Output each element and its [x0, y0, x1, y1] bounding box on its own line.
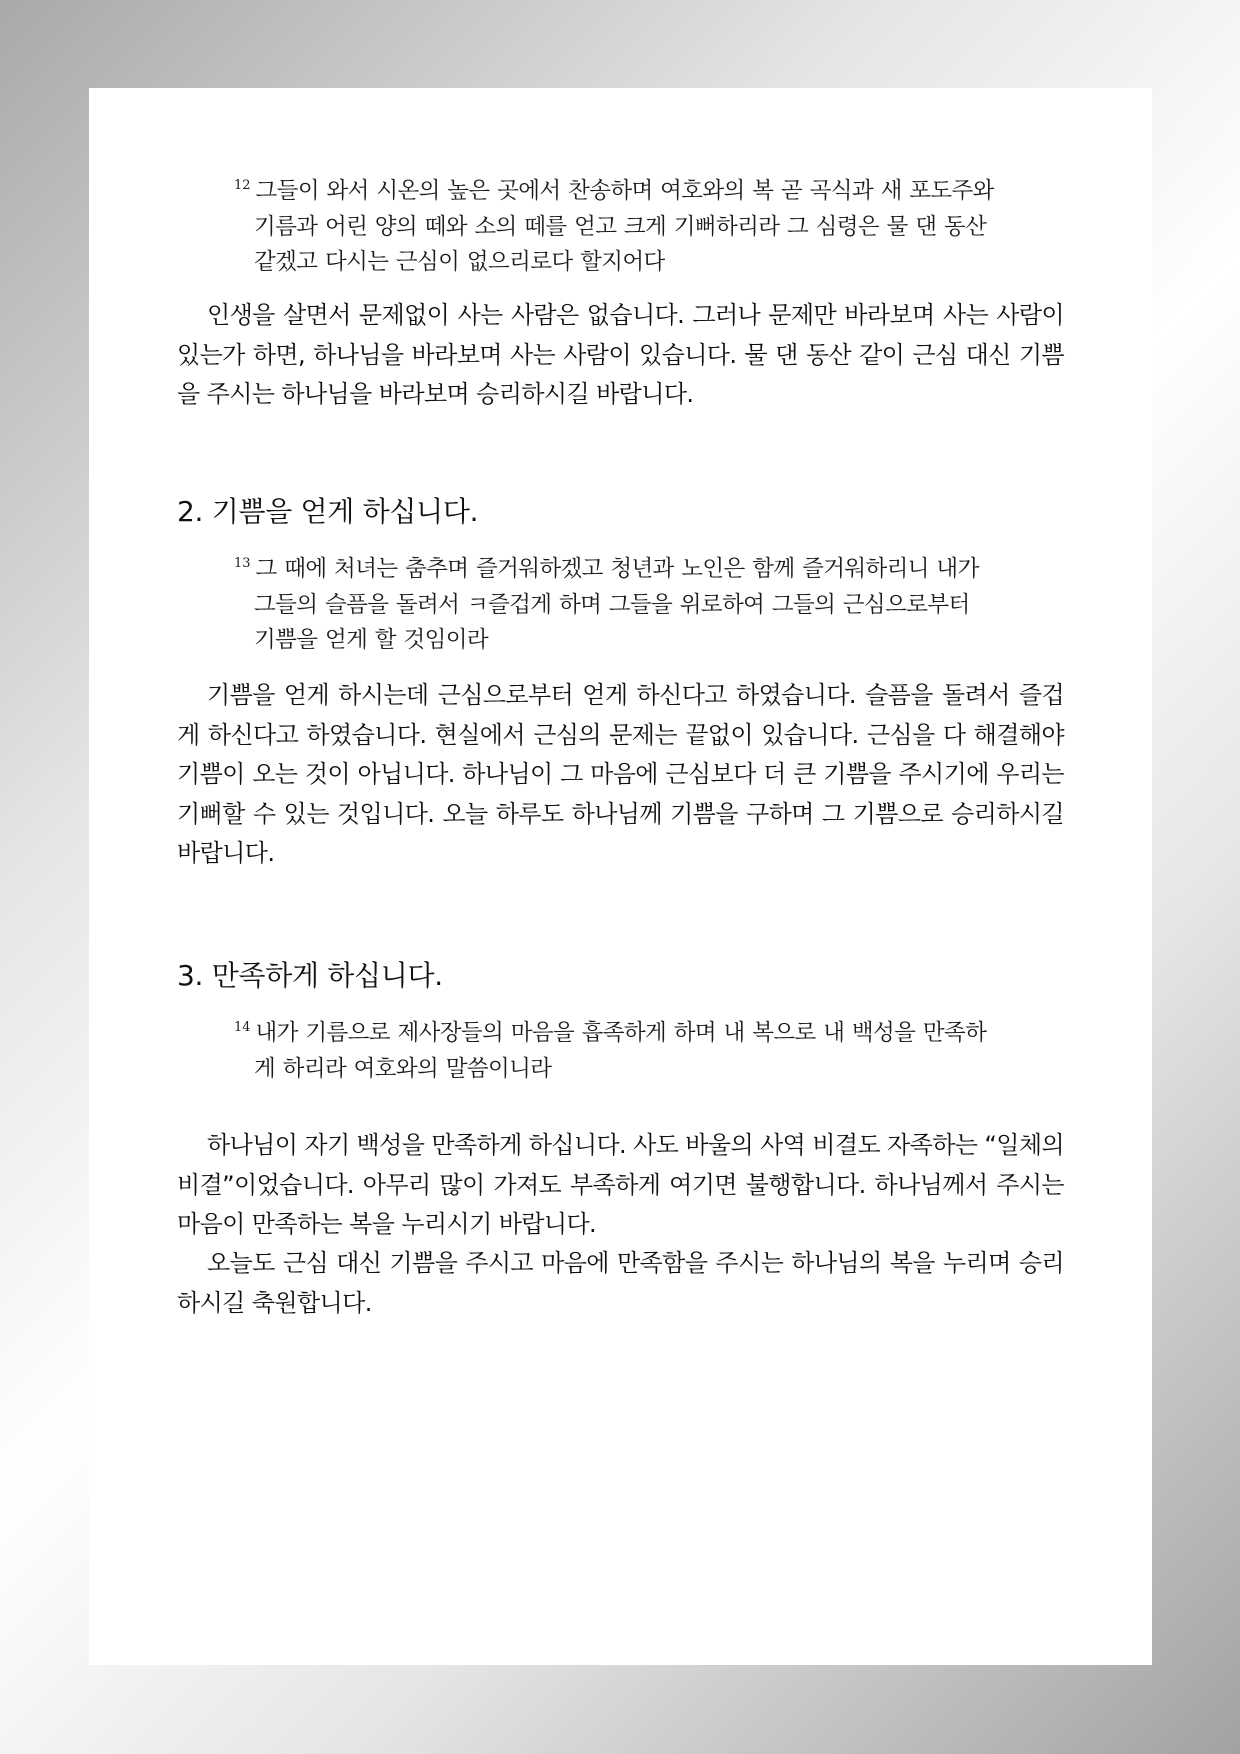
scripture-verse-14 — [234, 1010, 994, 1087]
verse-text: 그 때에 처녀는 춤추며 즐거워하겠고 청년과 노인은 함께 즐거워하리니 내가 그들의 슬픔을 돌려서 ㅋ즐겁게 하며 그들을 위로하여 그들의 근심으로부터 기쁨을 얻게 할 것임이라 — [254, 556, 979, 653]
closing-paragraph: 오늘도 근심 대신 기쁨을 주시고 마음에 만족함을 주시는 하나님의 복을 누리며 승리하시길 축원합니다. — [177, 1249, 1064, 1317]
scripture-verse-13 — [234, 546, 994, 659]
body-paragraph: 기쁨을 얻게 하시는데 근심으로부터 얻게 하신다고 하였습니다. 슬픔을 돌려서 즐겁게 하신다고 하였습니다. 현실에서 근심의 문제는 끝없이 있습니다. 근심을 다 해결해야 기쁨이 오는 것이 아닙니다. 하나님이 그 마음에 근심보다 더 큰 기쁨을 주시기에 우리는 기뻐할 수 있는 것입니다. 오늘 하루도 하나님께 기쁨을 구하며 그 기쁨으로 승리하시길 바랍니다. — [177, 681, 1064, 867]
verse-text: 내가 기름으로 제사장들의 마음을 흡족하게 하며 내 복으로 내 백성을 만족하게 하리라 여호와의 말씀이니라 — [254, 1020, 987, 1082]
verse-number: 14 — [234, 1020, 251, 1035]
body-paragraph: 하나님이 자기 백성을 만족하게 하십니다. 사도 바울의 사역 비결도 자족하는 “일체의 비결”이었습니다. 아무리 많이 가져도 부족하게 여기면 불행합니다. 하나님께서 주시는 마음이 만족하는 복을 누리시기 바랍니다. — [177, 1131, 1065, 1238]
body-paragraph: 인생을 살면서 문제없이 사는 사람은 없습니다. 그러나 문제만 바라보며 사는 사람이 있는가 하면, 하나님을 바라보며 사는 사람이 있습니다. 물 댄 동산 같이 근심 대신 기쁨을 주시는 하나님을 바라보며 승리하시길 바랍니다. — [177, 301, 1064, 408]
verse-number: 12 — [234, 178, 251, 193]
section-heading-2: 2. 기쁨을 얻게 하십니다. — [177, 495, 479, 528]
document-page — [89, 88, 1152, 1665]
verse-number: 13 — [234, 556, 251, 571]
verse-text: 그들이 와서 시온의 높은 곳에서 찬송하며 여호와의 복 곧 곡식과 새 포도주와 기름과 어린 양의 떼와 소의 떼를 얻고 크게 기뻐하리라 그 심령은 물 댄 동산 같겠고 다시는 근심이 없으리로다 할지어다 — [254, 178, 994, 275]
section-heading-3: 3. 만족하게 하십니다. — [177, 959, 443, 992]
scripture-verse-12 — [234, 168, 994, 281]
